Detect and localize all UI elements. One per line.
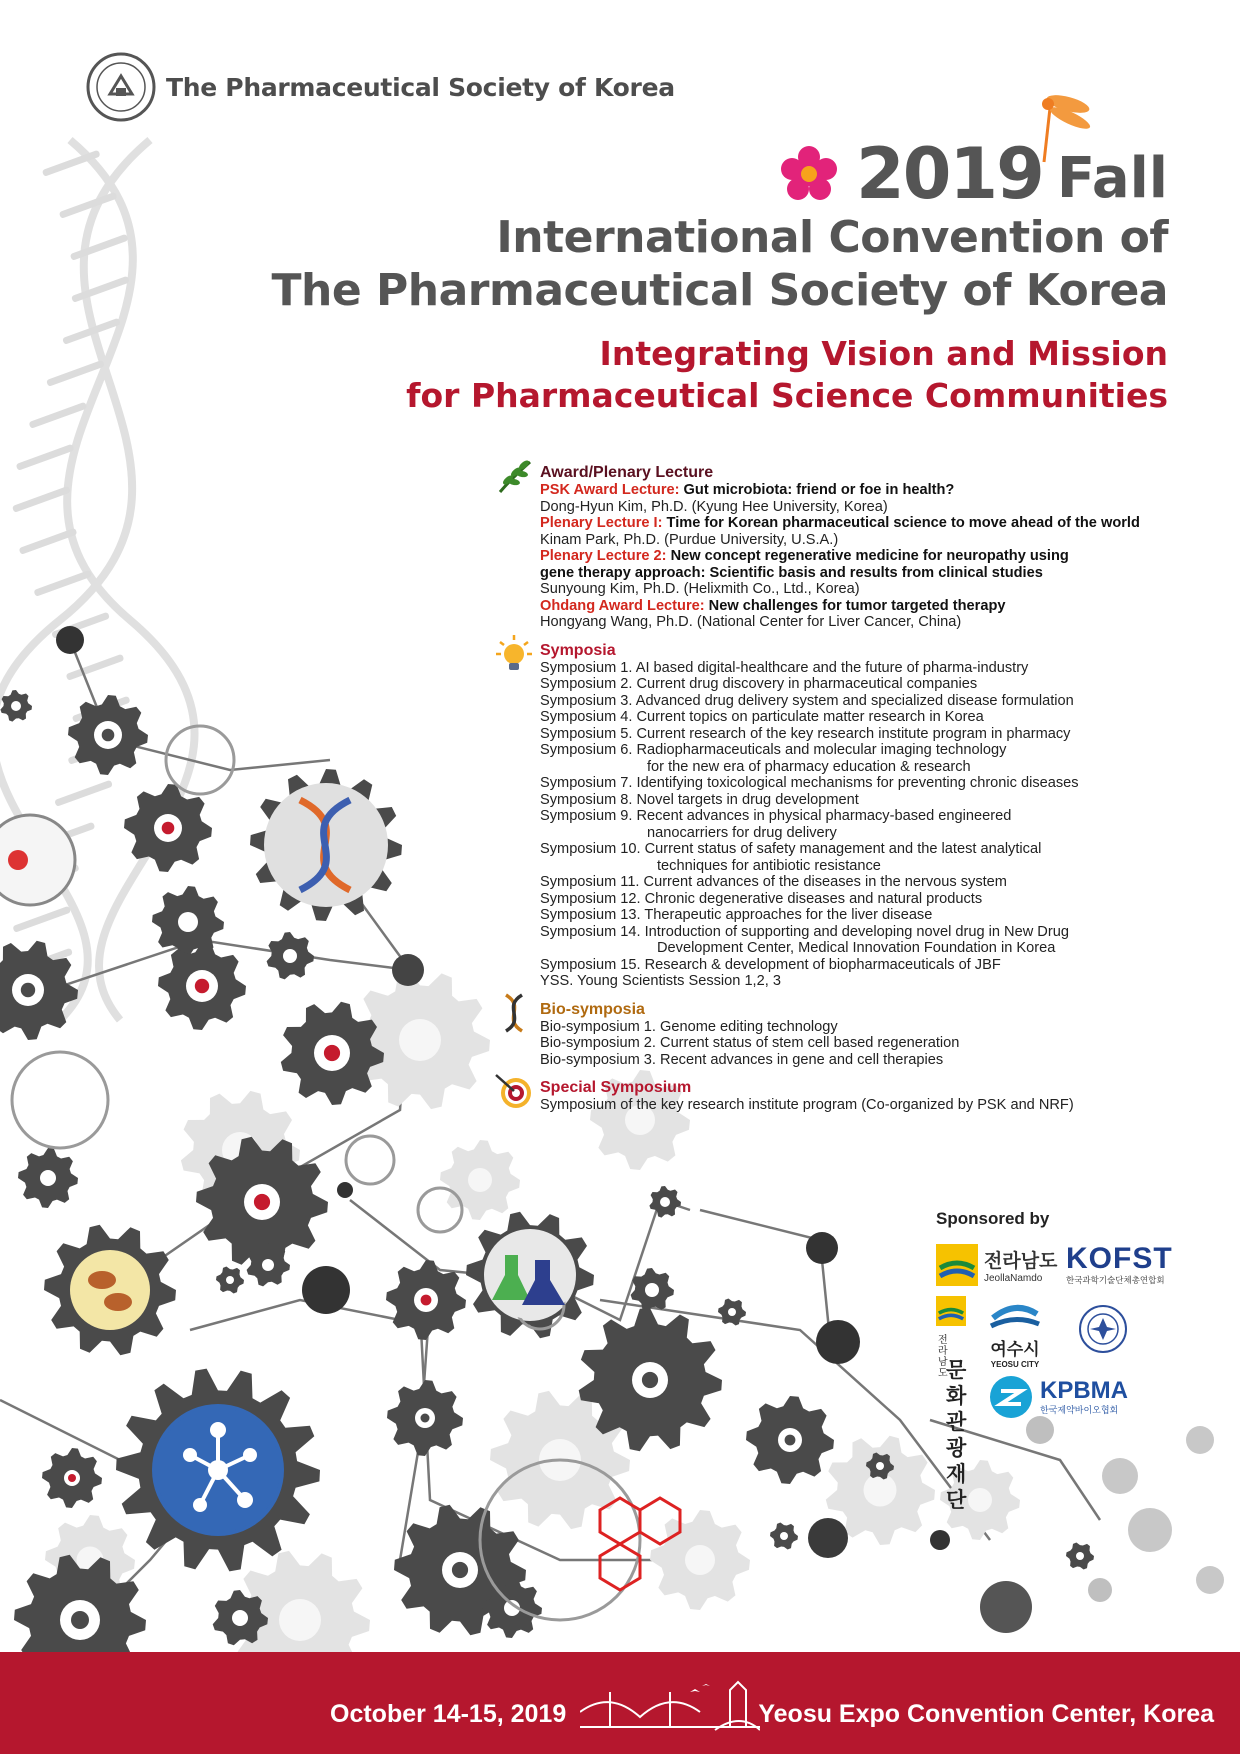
helix-rung bbox=[59, 192, 118, 219]
symposium-item: Symposium 6. Radiopharmaceuticals and molecular imaging technology bbox=[540, 742, 1007, 758]
yeosu-emblem-icon bbox=[989, 1300, 1041, 1330]
symposium-item: Symposium 4. Current topics on particulate matter research in Korea bbox=[540, 709, 984, 725]
lecture-label: PSK Award Lecture: bbox=[540, 482, 680, 498]
lecture-speaker: Dong-Hyun Kim, Ph.D. (Kyung Hee University, Korea) bbox=[540, 498, 888, 515]
lightbulb-icon bbox=[494, 634, 534, 674]
sponsors-heading: Sponsored by bbox=[936, 1209, 1050, 1228]
symposium-item-continued: for the new era of pharmacy education & research bbox=[647, 758, 971, 775]
flask-icon-gear-center bbox=[486, 1231, 574, 1319]
lecture-label: Plenary Lecture 2: bbox=[540, 548, 667, 564]
node-dot bbox=[1196, 1566, 1224, 1594]
helix-rung bbox=[12, 906, 71, 933]
gear-shape bbox=[152, 886, 224, 958]
node-dot bbox=[56, 626, 84, 654]
node-dot bbox=[1102, 1458, 1138, 1494]
bio-symposium-item: Bio-symposium 2. Current status of stem cell based regeneration bbox=[540, 1035, 960, 1051]
gear-shape bbox=[386, 1260, 466, 1340]
culture-foundation-logo bbox=[936, 1296, 970, 1512]
symposium-item: Symposium 3. Advanced drug delivery system and specialized disease formulation bbox=[540, 692, 1074, 709]
node-dot bbox=[302, 1266, 350, 1314]
symposium-item: Symposium 14. Introduction of supporting and developing novel drug in New Drug bbox=[540, 923, 1069, 940]
symposia-section bbox=[540, 642, 1180, 990]
kpbma-name: KPBMA bbox=[1040, 1376, 1128, 1404]
node-dot bbox=[808, 1518, 848, 1558]
gear-shape bbox=[649, 1186, 681, 1218]
edition-year: 2019 bbox=[856, 133, 1043, 215]
gear-shape bbox=[440, 1140, 520, 1220]
helix-rung bbox=[12, 486, 71, 513]
lecture-title-continued: gene therapy approach: Scientific basis and results from clinical studies bbox=[540, 564, 1043, 581]
node-dot bbox=[337, 1182, 353, 1198]
lecture-title-line bbox=[540, 482, 1180, 499]
culture-foundation-name: 문화관광재단 bbox=[946, 1359, 967, 1512]
symposium-item: YSS. Young Scientists Session 1,2, 3 bbox=[540, 973, 781, 989]
special-symposium-item: Symposium of the key research institute program (Co-organized by PSK and NRF) bbox=[540, 1097, 1074, 1113]
theme-line-2: for Pharmaceutical Science Communities bbox=[406, 376, 1168, 415]
lecture-speaker: Hongyang Wang, Ph.D. (National Center for Liver Cancer, China) bbox=[540, 614, 962, 630]
gear-shape bbox=[0, 690, 32, 722]
edition-season: Fall bbox=[1056, 145, 1168, 211]
node-dot bbox=[1026, 1416, 1054, 1444]
node-dot bbox=[980, 1581, 1032, 1633]
society-header bbox=[86, 50, 675, 124]
gear-outline bbox=[166, 726, 234, 794]
gear-shape bbox=[158, 942, 246, 1030]
bridge-skyline-illustration bbox=[580, 1672, 760, 1742]
helix-rung bbox=[16, 444, 75, 471]
gear-shape bbox=[770, 1523, 798, 1550]
symposium-item: Symposium 11. Current advances of the diseases in the nervous system bbox=[540, 874, 1007, 890]
symposium-item: Symposium 9. Recent advances in physical pharmacy-based engineered bbox=[540, 808, 1012, 824]
lab-icon-gear-center bbox=[0, 815, 75, 905]
node-dot bbox=[1128, 1508, 1172, 1552]
symposia-heading: Symposia bbox=[540, 641, 616, 659]
dna-icon-gear-center bbox=[266, 785, 386, 905]
gear-outline bbox=[346, 1136, 394, 1184]
gear-shape bbox=[124, 784, 212, 872]
dragonfly-icon bbox=[1030, 92, 1120, 172]
helix-rung bbox=[54, 780, 113, 807]
gear-shape bbox=[1066, 1543, 1094, 1570]
lecture-title: New concept regenerative medicine for neuropathy using bbox=[666, 548, 1069, 564]
pharmaceutical-association-seal-logo bbox=[1078, 1304, 1128, 1354]
kofst-name: KOFST bbox=[1066, 1242, 1173, 1275]
network-icon-gear-center bbox=[156, 1408, 280, 1532]
title-line-1: International Convention of bbox=[496, 212, 1168, 263]
gear-shape bbox=[42, 1448, 102, 1508]
gear-shape bbox=[650, 1510, 750, 1610]
bacteria-icon-gear-center bbox=[74, 1254, 146, 1326]
symposium-item-continued: nanocarriers for drug delivery bbox=[647, 824, 837, 841]
helix-rung bbox=[33, 570, 92, 597]
bio-symposia-heading: Bio-symposia bbox=[540, 1000, 645, 1018]
special-symposium-heading: Special Symposium bbox=[540, 1079, 692, 1096]
lecture-label: Ohdang Award Lecture: bbox=[540, 597, 705, 614]
kofst-logo bbox=[1066, 1244, 1173, 1286]
society-name: The Pharmaceutical Society of Korea bbox=[166, 72, 675, 102]
symposium-item: Symposium 12. Chronic degenerative diseases and natural products bbox=[540, 890, 983, 907]
node-dot bbox=[392, 954, 424, 986]
lecture-title-line bbox=[540, 548, 1180, 565]
lecture-title-line bbox=[540, 598, 1180, 615]
special-symposium-section bbox=[540, 1079, 1180, 1114]
title-line-2: The Pharmaceutical Society of Korea bbox=[271, 265, 1168, 316]
gear-shape bbox=[267, 932, 314, 979]
symposium-item: Symposium 2. Current drug discovery in pharmaceutical companies bbox=[540, 676, 978, 692]
society-seal-logo bbox=[86, 52, 156, 122]
lecture-label: Plenary Lecture I: bbox=[540, 515, 663, 531]
kpbma-logo bbox=[988, 1374, 1128, 1420]
gear-shape bbox=[387, 1380, 463, 1456]
symposium-item-continued: Development Center, Medical Innovation Foundation in Korea bbox=[657, 940, 1056, 956]
bio-symposium-item: Bio-symposium 3. Recent advances in gene and cell therapies bbox=[540, 1051, 944, 1068]
node-dot bbox=[1186, 1426, 1214, 1454]
yeosu-logo bbox=[984, 1300, 1046, 1369]
bio-symposia-section bbox=[540, 1001, 1180, 1069]
laurel-icon bbox=[494, 456, 534, 496]
symposium-item: Symposium 13. Therapeutic approaches for the liver disease bbox=[540, 907, 933, 923]
gear-shape bbox=[68, 695, 148, 775]
yeosu-name-en: YEOSU CITY bbox=[990, 1360, 1040, 1369]
program-section bbox=[540, 464, 1180, 1125]
kpbma-emblem-icon bbox=[988, 1374, 1034, 1420]
culture-foundation-small: 전라남도 bbox=[938, 1335, 948, 1379]
symposium-item: Symposium 1. AI based digital-healthcare and the future of pharma-industry bbox=[540, 659, 1029, 676]
node-dot bbox=[806, 1232, 838, 1264]
lecture-title: New challenges for tumor targeted therapy bbox=[704, 597, 1006, 614]
lecture-speaker: Kinam Park, Ph.D. (Purdue University, U.S.A.) bbox=[540, 531, 839, 548]
kpbma-name-kr: 한국제약바이오협회 bbox=[1040, 1404, 1119, 1415]
gear-shape bbox=[579, 1308, 722, 1451]
lecture-title: Gut microbiota: friend or foe in health? bbox=[679, 482, 955, 498]
node-dot bbox=[1088, 1578, 1112, 1602]
event-venue: Yeosu Expo Convention Center, Korea bbox=[758, 1700, 1214, 1728]
lecture-speaker: Sunyoung Kim, Ph.D. (Helixmith Co., Ltd., Korea) bbox=[540, 581, 860, 597]
helix-rung bbox=[66, 654, 125, 681]
lecture-title-line bbox=[540, 515, 1180, 532]
gear-shape bbox=[18, 1148, 78, 1208]
flower-icon bbox=[776, 141, 842, 207]
gear-outline bbox=[12, 1052, 108, 1148]
kofst-name-kr: 한국과학기술단체총연합회 bbox=[1066, 1275, 1165, 1285]
symposium-item-continued: techniques for antibiotic resistance bbox=[657, 857, 881, 874]
dna-icon bbox=[494, 993, 534, 1033]
bio-symposium-item: Bio-symposium 1. Genome editing technology bbox=[540, 1018, 838, 1035]
symposium-item: Symposium 8. Novel targets in drug development bbox=[540, 791, 859, 808]
jeollanamdo-emblem-icon bbox=[936, 1244, 978, 1286]
jeollanamdo-logo bbox=[936, 1244, 1057, 1286]
gear-shape bbox=[281, 1002, 384, 1105]
jeollanamdo-name-kr: 전라남도 bbox=[984, 1251, 1058, 1272]
symposium-item: Symposium 7. Identifying toxicological mechanisms for preventing chronic diseases bbox=[540, 775, 1079, 791]
gear-shape bbox=[746, 1396, 834, 1484]
helix-rung bbox=[19, 528, 78, 555]
symposium-item: Symposium 15. Research & development of biopharmaceuticals of JBF bbox=[540, 956, 1001, 973]
lecture-title: Time for Korean pharmaceutical science to move ahead of the world bbox=[662, 515, 1140, 531]
target-icon bbox=[494, 1071, 534, 1111]
yeosu-name-kr: 여수시 bbox=[990, 1340, 1040, 1359]
gear-shape bbox=[482, 1578, 542, 1638]
symposium-item: Symposium 10. Current status of safety management and the latest analytical bbox=[540, 841, 1042, 857]
node-dot bbox=[816, 1320, 860, 1364]
event-date: October 14-15, 2019 bbox=[330, 1700, 567, 1728]
node-dot bbox=[930, 1530, 950, 1550]
theme-line-1: Integrating Vision and Mission bbox=[599, 334, 1168, 373]
culture-foundation-emblem-icon bbox=[936, 1296, 966, 1326]
gear-shape bbox=[350, 971, 490, 1109]
symposium-item: Symposium 5. Current research of the key research institute program in pharmacy bbox=[540, 725, 1071, 742]
jeollanamdo-name-en: JeollaNamdo bbox=[984, 1273, 1043, 1284]
helix-rung bbox=[71, 276, 130, 303]
gear-outline bbox=[418, 1188, 462, 1232]
gear-shape bbox=[216, 1267, 244, 1294]
helix-rung bbox=[70, 234, 129, 261]
award-section bbox=[540, 464, 1180, 631]
award-heading: Award/Plenary Lecture bbox=[540, 464, 714, 481]
